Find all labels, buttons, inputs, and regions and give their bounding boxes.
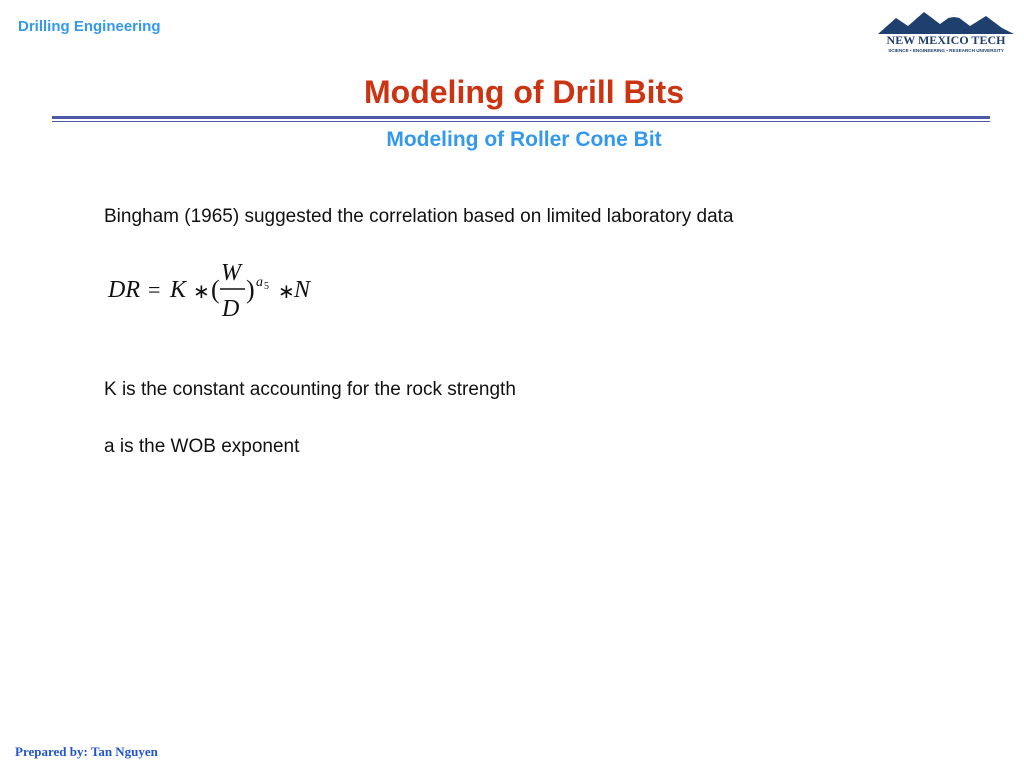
equation-close-paren: ): [246, 275, 255, 304]
equation-exponent: a: [256, 275, 263, 290]
equation-equals: =: [148, 277, 161, 302]
k-definition: K is the constant accounting for the rock strength: [104, 379, 516, 400]
equation-denominator: D: [222, 296, 240, 322]
new-mexico-tech-logo: [874, 6, 1018, 54]
prepared-by: Prepared by: Tan Nguyen: [15, 744, 158, 759]
slide-subtitle: Modeling of Roller Cone Bit: [386, 128, 662, 151]
course-title: Drilling Engineering: [18, 18, 161, 35]
equation-star-2: ∗: [278, 281, 295, 303]
intro-text: Bingham (1965) suggested the correlation based on limited laboratory data: [104, 206, 734, 227]
equation-numerator: W: [221, 260, 241, 286]
equation-lhs: DR: [108, 277, 140, 303]
equation-k: K: [170, 277, 187, 303]
logo-name: NEW MEXICO TECH: [886, 33, 1006, 47]
equation-n: N: [294, 277, 311, 303]
equation-exponent-sub: 5: [264, 281, 269, 292]
equation-star-1: ∗: [193, 281, 210, 303]
a-definition: a is the WOB exponent: [104, 436, 300, 457]
title-divider-thick: [52, 116, 990, 119]
slide-title: Modeling of Drill Bits: [364, 74, 684, 110]
equation-open-paren: (: [211, 275, 220, 304]
logo-tagline: SCIENCE • ENGINEERING • RESEARCH UNIVERSITY: [888, 48, 1004, 53]
title-divider-thin: [52, 121, 990, 122]
bingham-equation: [104, 258, 324, 324]
